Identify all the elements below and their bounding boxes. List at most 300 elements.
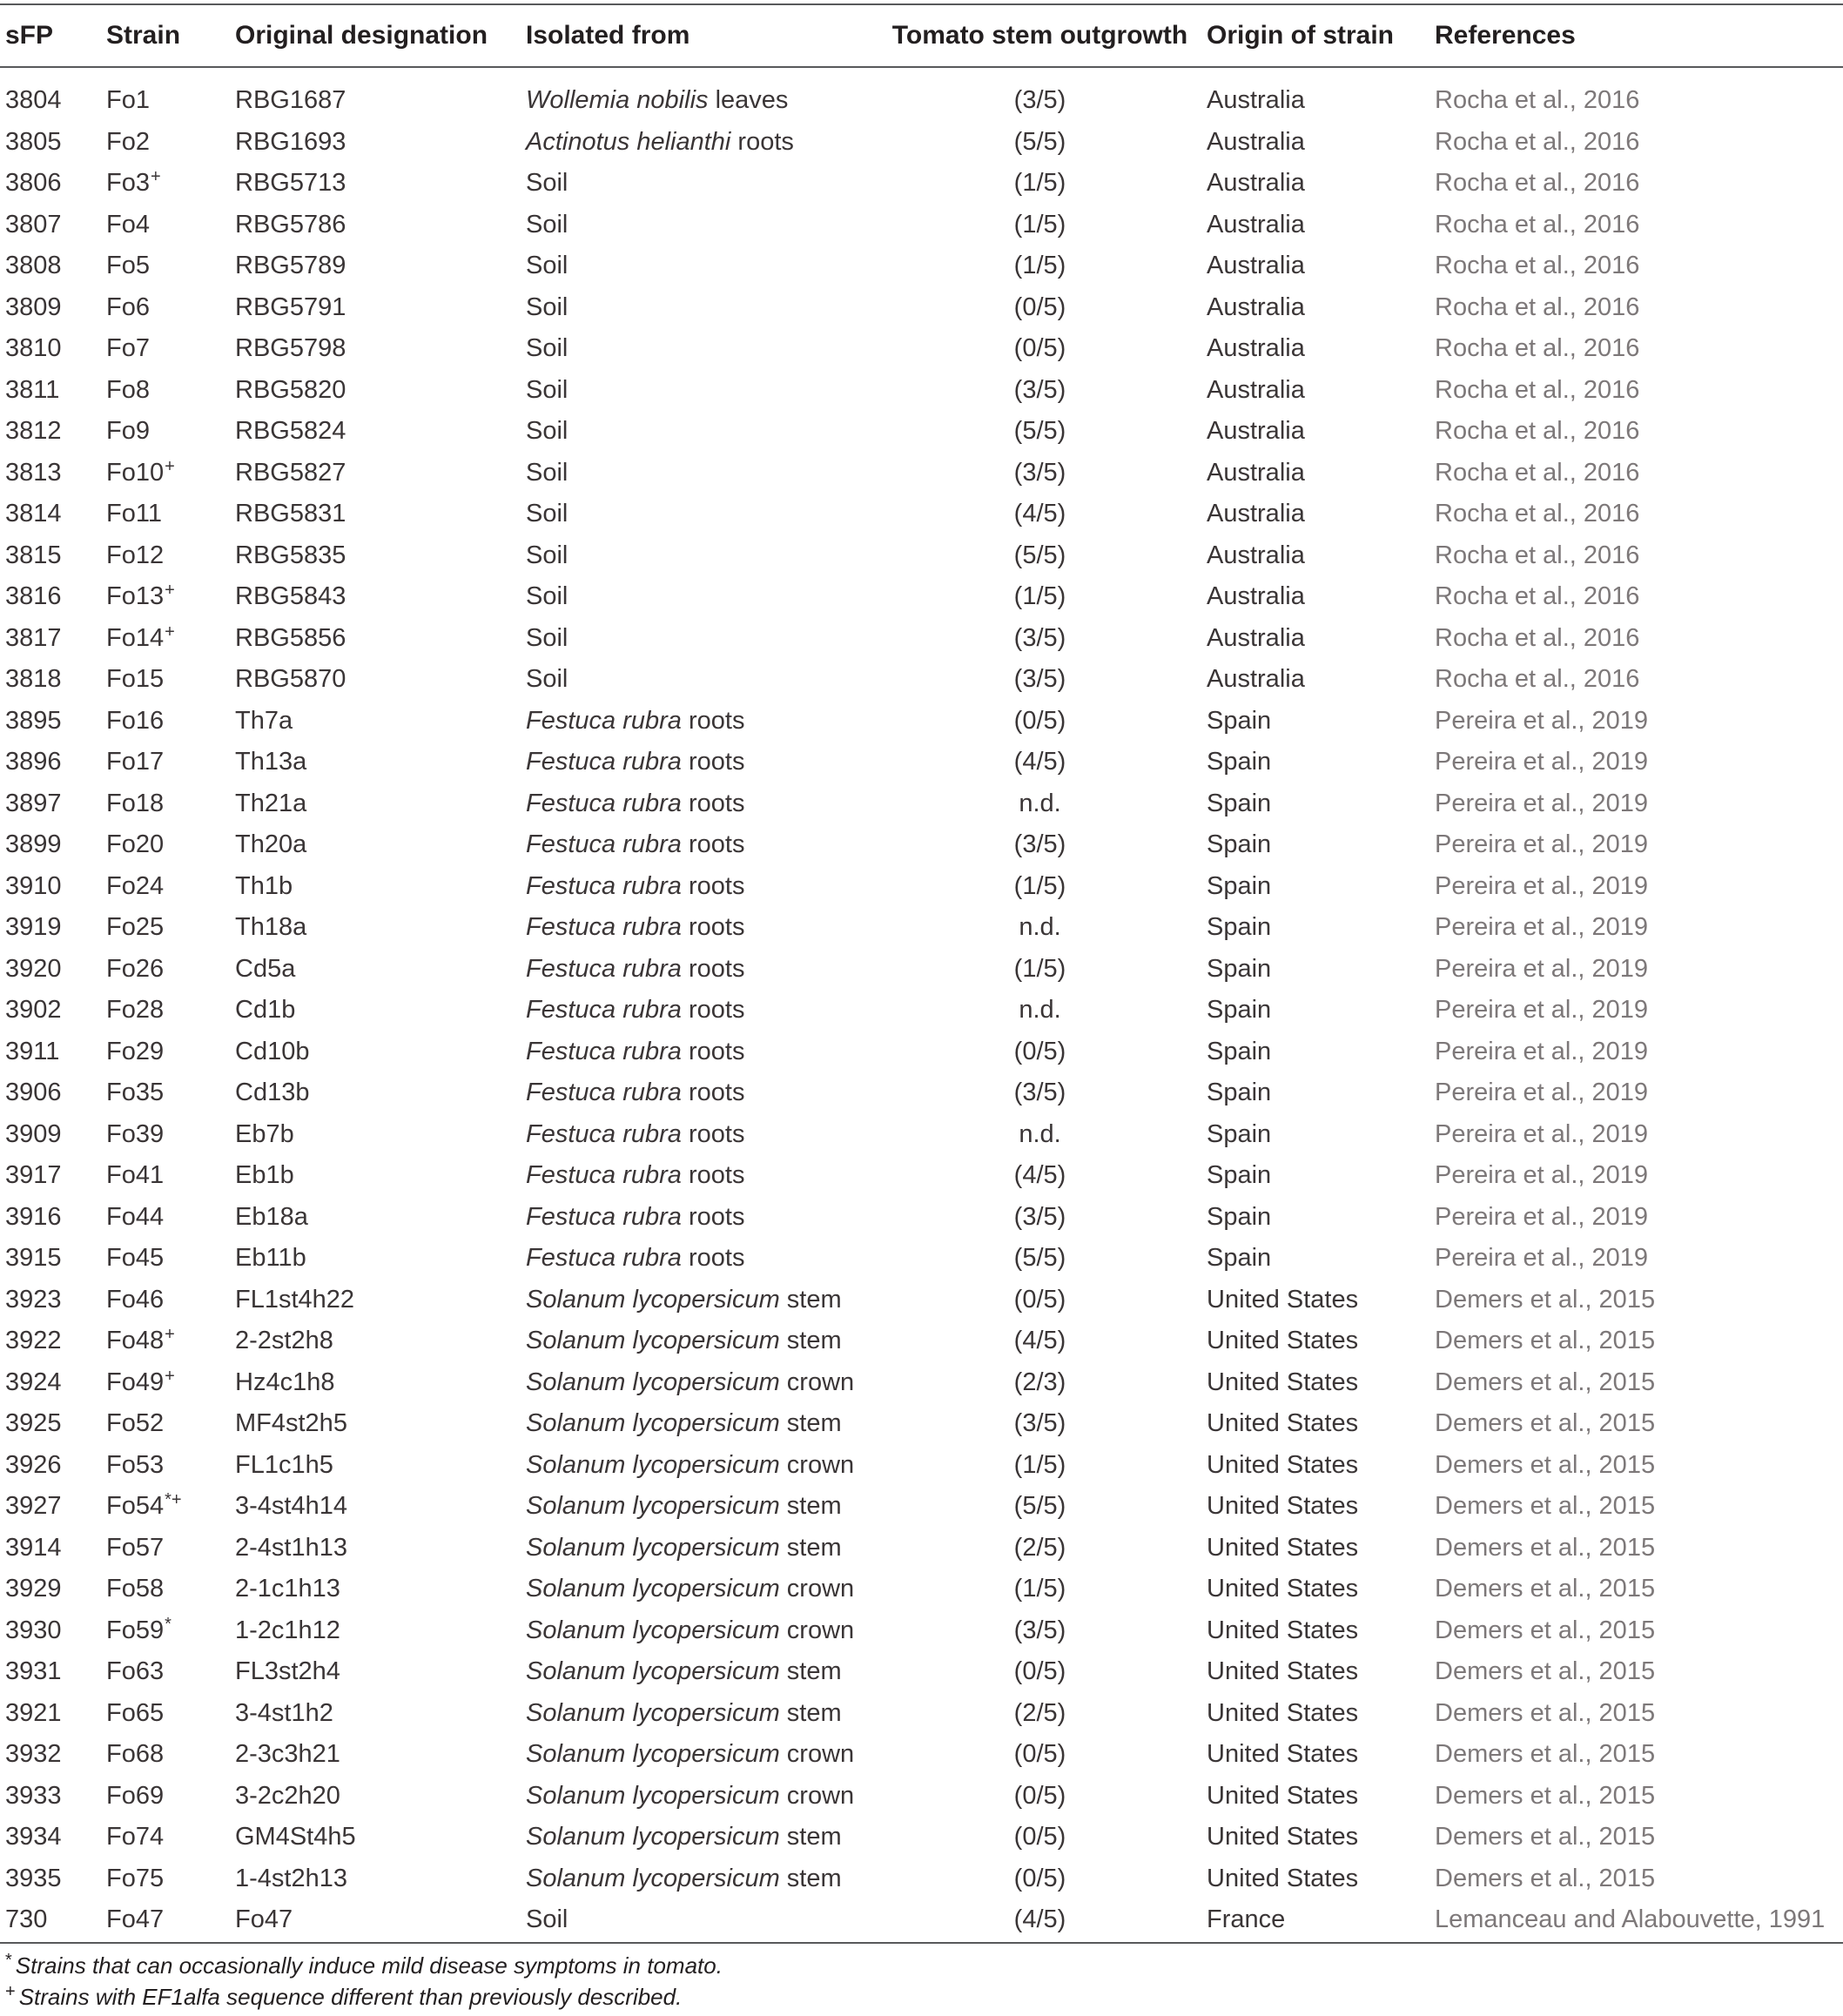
isolated-species: Solanum lycopersicum — [526, 1285, 780, 1314]
cell-reference: Demers et al., 2015 — [1435, 1409, 1656, 1438]
cell-origin-of-strain: United States — [1207, 1740, 1359, 1769]
cell-isolated-from — [526, 1280, 873, 1321]
cell-isolated-from — [526, 1072, 873, 1114]
strain-name: Fo65 — [106, 1698, 165, 1727]
cell-isolated-from — [526, 122, 873, 164]
cell-original-designation: Eb1b — [235, 1161, 294, 1190]
cell-origin-of-strain: Australia — [1207, 623, 1305, 652]
cell-original-designation: Cd5a — [235, 954, 296, 983]
cell-strain — [106, 370, 235, 412]
cell-isolated-from — [526, 453, 873, 494]
isolated-species: Solanum lycopersicum — [526, 1533, 780, 1562]
table-row — [0, 907, 1843, 949]
cell-reference: Rocha et al., 2016 — [1435, 541, 1640, 569]
cell-reference: Demers et al., 2015 — [1435, 1533, 1656, 1562]
cell-tomato-stem-outgrowth: n.d. — [1019, 1119, 1061, 1148]
cell-isolated-from — [526, 701, 873, 743]
table-row — [0, 1776, 1843, 1818]
isolated-part: Soil — [526, 665, 568, 694]
cell-strain — [106, 411, 235, 453]
cell-isolated-from — [526, 411, 873, 453]
table-row — [0, 1155, 1843, 1197]
cell-origin-of-strain: Spain — [1207, 913, 1272, 942]
cell-isolated-from — [526, 1651, 873, 1693]
cell-isolated-from — [526, 287, 873, 329]
strain-name: Fo41 — [106, 1161, 165, 1190]
cell-tomato-stem-outgrowth: (1/5) — [1013, 1575, 1066, 1603]
cell-sfp: 3812 — [5, 417, 62, 446]
table-bottom-rule — [0, 1942, 1843, 1944]
cell-strain — [106, 1486, 235, 1528]
cell-isolated-from — [526, 1445, 873, 1487]
isolated-part: roots — [681, 1037, 745, 1065]
cell-origin-of-strain: United States — [1207, 1823, 1359, 1851]
cell-strain — [106, 494, 235, 535]
table-row — [0, 866, 1843, 908]
strain-footnote-mark: + — [150, 167, 161, 187]
isolated-species: Festuca rubra — [526, 954, 682, 983]
cell-sfp: 3805 — [5, 127, 62, 156]
strain-name: Fo26 — [106, 954, 165, 983]
isolated-part: roots — [681, 1244, 745, 1273]
cell-tomato-stem-outgrowth: (4/5) — [1013, 1327, 1066, 1355]
cell-sfp: 3927 — [5, 1492, 62, 1521]
cell-original-designation: RBG1687 — [235, 86, 346, 115]
cell-origin-of-strain: United States — [1207, 1781, 1359, 1810]
cell-isolated-from — [526, 618, 873, 660]
cell-strain — [106, 1899, 235, 1941]
strain-name: Fo54 — [106, 1492, 165, 1521]
cell-strain — [106, 1610, 235, 1652]
cell-strain — [106, 1569, 235, 1610]
cell-original-designation: RBG5798 — [235, 334, 346, 363]
cell-strain — [106, 1445, 235, 1487]
cell-original-designation: RBG5827 — [235, 458, 346, 487]
cell-original-designation: Th1b — [235, 871, 293, 900]
cell-strain — [106, 1032, 235, 1073]
cell-isolated-from — [526, 1197, 873, 1239]
table-row — [0, 824, 1843, 866]
cell-reference: Rocha et al., 2016 — [1435, 500, 1640, 528]
cell-tomato-stem-outgrowth: (0/5) — [1013, 334, 1066, 363]
strain-name: Fo10 — [106, 458, 165, 487]
cell-tomato-stem-outgrowth: (0/5) — [1013, 1657, 1066, 1686]
strain-name: Fo52 — [106, 1409, 165, 1438]
cell-original-designation: 1-2c1h12 — [235, 1616, 340, 1644]
cell-sfp: 3817 — [5, 623, 62, 652]
cell-origin-of-strain: United States — [1207, 1616, 1359, 1644]
cell-sfp: 3929 — [5, 1575, 62, 1603]
cell-original-designation: RBG5820 — [235, 375, 346, 404]
cell-isolated-from — [526, 659, 873, 701]
cell-sfp: 3914 — [5, 1533, 62, 1562]
cell-tomato-stem-outgrowth: (0/5) — [1013, 1740, 1066, 1769]
isolated-species: Solanum lycopersicum — [526, 1492, 780, 1521]
cell-strain — [106, 701, 235, 743]
cell-origin-of-strain: Spain — [1207, 1037, 1272, 1065]
cell-strain — [106, 618, 235, 660]
isolated-species: Solanum lycopersicum — [526, 1409, 780, 1438]
strain-footnote-mark: *+ — [165, 1490, 182, 1510]
cell-original-designation: 2-2st2h8 — [235, 1327, 333, 1355]
cell-original-designation: Th20a — [235, 830, 307, 859]
cell-origin-of-strain: United States — [1207, 1285, 1359, 1314]
isolated-part: stem — [779, 1327, 842, 1355]
strain-name: Fo18 — [106, 789, 165, 817]
strain-name: Fo74 — [106, 1823, 165, 1851]
cell-tomato-stem-outgrowth: (1/5) — [1013, 954, 1066, 983]
cell-reference: Pereira et al., 2019 — [1435, 830, 1649, 859]
cell-reference: Demers et al., 2015 — [1435, 1368, 1656, 1396]
cell-original-designation: 2-1c1h13 — [235, 1575, 340, 1603]
cell-sfp: 3920 — [5, 954, 62, 983]
cell-origin-of-strain: United States — [1207, 1368, 1359, 1396]
cell-tomato-stem-outgrowth: (5/5) — [1013, 417, 1066, 446]
cell-strain — [106, 1320, 235, 1362]
table-row — [0, 1362, 1843, 1404]
isolated-part: Soil — [526, 169, 568, 198]
isolated-part: roots — [681, 954, 745, 983]
isolated-species: Solanum lycopersicum — [526, 1823, 780, 1851]
table-row — [0, 1899, 1843, 1941]
cell-sfp: 3815 — [5, 541, 62, 569]
cell-isolated-from — [526, 1693, 873, 1735]
cell-isolated-from — [526, 163, 873, 205]
cell-strain — [106, 1362, 235, 1404]
isolated-part: leaves — [708, 86, 789, 115]
isolated-part: crown — [779, 1740, 855, 1769]
cell-tomato-stem-outgrowth: n.d. — [1019, 789, 1061, 817]
cell-reference: Demers et al., 2015 — [1435, 1781, 1656, 1810]
cell-original-designation: RBG5824 — [235, 417, 346, 446]
cell-tomato-stem-outgrowth: (3/5) — [1013, 665, 1066, 694]
cell-sfp: 3919 — [5, 913, 62, 942]
footnote-mark: + — [5, 1982, 16, 2001]
cell-original-designation: Th7a — [235, 706, 293, 735]
cell-tomato-stem-outgrowth: (0/5) — [1013, 1285, 1066, 1314]
cell-sfp: 730 — [5, 1905, 48, 1934]
cell-tomato-stem-outgrowth: (3/5) — [1013, 458, 1066, 487]
cell-strain — [106, 990, 235, 1032]
cell-strain — [106, 659, 235, 701]
cell-reference: Rocha et al., 2016 — [1435, 252, 1640, 280]
cell-tomato-stem-outgrowth: (3/5) — [1013, 1616, 1066, 1644]
header-strain: Strain — [106, 21, 181, 50]
cell-sfp: 3897 — [5, 789, 62, 817]
cell-origin-of-strain: United States — [1207, 1698, 1359, 1727]
table-row — [0, 1320, 1843, 1362]
isolated-species: Solanum lycopersicum — [526, 1575, 780, 1603]
cell-original-designation: FL3st2h4 — [235, 1657, 340, 1686]
cell-origin-of-strain: Australia — [1207, 541, 1305, 569]
cell-isolated-from — [526, 576, 873, 618]
cell-strain — [106, 245, 235, 287]
cell-original-designation: Eb7b — [235, 1119, 294, 1148]
cell-sfp: 3916 — [5, 1202, 62, 1231]
cell-original-designation: Hz4c1h8 — [235, 1368, 335, 1396]
cell-original-designation: GM4St4h5 — [235, 1823, 356, 1851]
cell-isolated-from — [526, 1155, 873, 1197]
strain-name: Fo44 — [106, 1202, 165, 1231]
cell-isolated-from — [526, 494, 873, 535]
cell-tomato-stem-outgrowth: n.d. — [1019, 996, 1061, 1025]
cell-isolated-from — [526, 1114, 873, 1156]
cell-isolated-from — [526, 370, 873, 412]
cell-isolated-from — [526, 1610, 873, 1652]
cell-reference: Pereira et al., 2019 — [1435, 789, 1649, 817]
isolated-part: Soil — [526, 1905, 568, 1934]
cell-reference: Rocha et al., 2016 — [1435, 334, 1640, 363]
cell-reference: Demers et al., 2015 — [1435, 1657, 1656, 1686]
cell-tomato-stem-outgrowth: n.d. — [1019, 913, 1061, 942]
cell-original-designation: Cd13b — [235, 1079, 310, 1107]
strain-name: Fo45 — [106, 1244, 165, 1273]
cell-sfp: 3922 — [5, 1327, 62, 1355]
table-row — [0, 411, 1843, 453]
strain-name: Fo25 — [106, 913, 165, 942]
cell-tomato-stem-outgrowth: (1/5) — [1013, 169, 1066, 198]
cell-reference: Demers et al., 2015 — [1435, 1285, 1656, 1314]
strain-name: Fo14 — [106, 623, 165, 652]
cell-original-designation: Eb11b — [235, 1244, 306, 1273]
cell-tomato-stem-outgrowth: (3/5) — [1013, 1409, 1066, 1438]
cell-original-designation: Th18a — [235, 913, 307, 942]
isolated-part: Soil — [526, 334, 568, 363]
cell-isolated-from — [526, 1817, 873, 1858]
cell-tomato-stem-outgrowth: (5/5) — [1013, 541, 1066, 569]
cell-reference: Pereira et al., 2019 — [1435, 1119, 1649, 1148]
cell-sfp: 3932 — [5, 1740, 62, 1769]
cell-original-designation: RBG5835 — [235, 541, 346, 569]
cell-original-designation: RBG5856 — [235, 623, 346, 652]
isolated-species: Festuca rubra — [526, 789, 682, 817]
table-row — [0, 783, 1843, 825]
strain-name: Fo68 — [106, 1740, 165, 1769]
cell-sfp: 3923 — [5, 1285, 62, 1314]
cell-reference: Pereira et al., 2019 — [1435, 706, 1649, 735]
isolated-species: Festuca rubra — [526, 706, 682, 735]
cell-tomato-stem-outgrowth: (4/5) — [1013, 1905, 1066, 1934]
isolated-species: Festuca rubra — [526, 748, 682, 776]
table-row — [0, 1651, 1843, 1693]
cell-origin-of-strain: United States — [1207, 1409, 1359, 1438]
footnote-text: Strains with EF1alfa sequence different than previously described. — [18, 1984, 683, 2010]
strain-name: Fo5 — [106, 252, 150, 280]
cell-reference: Rocha et al., 2016 — [1435, 458, 1640, 487]
cell-sfp: 3807 — [5, 210, 62, 239]
cell-origin-of-strain: Spain — [1207, 1161, 1272, 1190]
cell-original-designation: RBG5791 — [235, 292, 346, 321]
cell-strain — [106, 866, 235, 908]
cell-original-designation: RBG5789 — [235, 252, 346, 280]
cell-reference: Demers et al., 2015 — [1435, 1823, 1656, 1851]
isolated-species: Solanum lycopersicum — [526, 1740, 780, 1769]
cell-isolated-from — [526, 535, 873, 577]
cell-sfp: 3934 — [5, 1823, 62, 1851]
strain-footnote-mark: * — [165, 1614, 172, 1634]
cell-isolated-from — [526, 1403, 873, 1445]
cell-origin-of-strain: Australia — [1207, 252, 1305, 280]
cell-isolated-from — [526, 1776, 873, 1818]
cell-strain — [106, 824, 235, 866]
cell-origin-of-strain: United States — [1207, 1450, 1359, 1479]
cell-original-designation: 2-3c3h21 — [235, 1740, 340, 1769]
table-row — [0, 949, 1843, 991]
cell-origin-of-strain: United States — [1207, 1575, 1359, 1603]
isolated-species: Solanum lycopersicum — [526, 1781, 780, 1810]
strain-name: Fo48 — [106, 1327, 165, 1355]
cell-tomato-stem-outgrowth: (1/5) — [1013, 210, 1066, 239]
cell-sfp: 3931 — [5, 1657, 62, 1686]
cell-origin-of-strain: Spain — [1207, 830, 1272, 859]
cell-reference: Pereira et al., 2019 — [1435, 871, 1649, 900]
strain-name: Fo49 — [106, 1368, 165, 1396]
strain-name: Fo69 — [106, 1781, 165, 1810]
isolated-part: crown — [779, 1368, 855, 1396]
header-sfp: sFP — [5, 21, 54, 50]
cell-tomato-stem-outgrowth: (4/5) — [1013, 1161, 1066, 1190]
cell-origin-of-strain: Australia — [1207, 500, 1305, 528]
cell-sfp: 3895 — [5, 706, 62, 735]
cell-original-designation: RBG5786 — [235, 210, 346, 239]
isolated-part: stem — [779, 1698, 842, 1727]
cell-reference: Rocha et al., 2016 — [1435, 665, 1640, 694]
cell-origin-of-strain: United States — [1207, 1533, 1359, 1562]
cell-sfp: 3906 — [5, 1079, 62, 1107]
cell-reference: Pereira et al., 2019 — [1435, 1244, 1649, 1273]
cell-isolated-from — [526, 907, 873, 949]
isolated-part: crown — [779, 1450, 855, 1479]
cell-reference: Lemanceau and Alabouvette, 1991 — [1435, 1905, 1826, 1934]
isolated-part: Soil — [526, 375, 568, 404]
cell-strain — [106, 742, 235, 783]
cell-isolated-from — [526, 866, 873, 908]
cell-origin-of-strain: Australia — [1207, 458, 1305, 487]
cell-tomato-stem-outgrowth: (3/5) — [1013, 86, 1066, 115]
cell-strain — [106, 163, 235, 205]
strain-name: Fo57 — [106, 1533, 165, 1562]
cell-strain — [106, 783, 235, 825]
header-isolated-from: Isolated from — [526, 21, 690, 50]
cell-tomato-stem-outgrowth: (2/3) — [1013, 1368, 1066, 1396]
table-row — [0, 328, 1843, 370]
cell-reference: Pereira et al., 2019 — [1435, 1037, 1649, 1065]
cell-origin-of-strain: Spain — [1207, 1202, 1272, 1231]
cell-strain — [106, 287, 235, 329]
isolated-part: Soil — [526, 210, 568, 239]
cell-reference: Pereira et al., 2019 — [1435, 913, 1649, 942]
table-row — [0, 1693, 1843, 1735]
cell-reference: Demers et al., 2015 — [1435, 1492, 1656, 1521]
cell-original-designation: Fo47 — [235, 1905, 293, 1934]
isolated-part: Soil — [526, 292, 568, 321]
cell-tomato-stem-outgrowth: (0/5) — [1013, 706, 1066, 735]
cell-isolated-from — [526, 1899, 873, 1941]
isolated-species: Solanum lycopersicum — [526, 1864, 780, 1892]
table-row — [0, 659, 1843, 701]
isolated-species: Solanum lycopersicum — [526, 1450, 780, 1479]
cell-isolated-from — [526, 1858, 873, 1900]
strain-name: Fo4 — [106, 210, 150, 239]
cell-strain — [106, 453, 235, 494]
cell-reference: Rocha et al., 2016 — [1435, 292, 1640, 321]
cell-tomato-stem-outgrowth: (4/5) — [1013, 500, 1066, 528]
strain-name: Fo3 — [106, 169, 150, 198]
cell-isolated-from — [526, 245, 873, 287]
cell-reference: Rocha et al., 2016 — [1435, 210, 1640, 239]
strain-name: Fo75 — [106, 1864, 165, 1892]
cell-isolated-from — [526, 1362, 873, 1404]
table-row — [0, 1569, 1843, 1610]
cell-tomato-stem-outgrowth: (1/5) — [1013, 582, 1066, 611]
cell-origin-of-strain: Spain — [1207, 996, 1272, 1025]
cell-original-designation: 1-4st2h13 — [235, 1864, 347, 1892]
cell-reference: Pereira et al., 2019 — [1435, 954, 1649, 983]
cell-origin-of-strain: France — [1207, 1905, 1286, 1934]
cell-origin-of-strain: Spain — [1207, 706, 1272, 735]
table-row — [0, 576, 1843, 618]
cell-strain — [106, 1072, 235, 1114]
table-row — [0, 1403, 1843, 1445]
isolated-part: roots — [681, 830, 745, 859]
table-row — [0, 618, 1843, 660]
cell-origin-of-strain: Australia — [1207, 169, 1305, 198]
isolated-part: roots — [681, 1079, 745, 1107]
cell-origin-of-strain: Australia — [1207, 582, 1305, 611]
strain-name: Fo47 — [106, 1905, 165, 1934]
cell-tomato-stem-outgrowth: (5/5) — [1013, 1244, 1066, 1273]
table-row — [0, 701, 1843, 743]
strain-name: Fo12 — [106, 541, 165, 569]
cell-sfp: 3899 — [5, 830, 62, 859]
cell-original-designation: RBG5870 — [235, 665, 346, 694]
header-origin-of-strain: Origin of strain — [1207, 21, 1395, 50]
cell-sfp: 3811 — [5, 375, 60, 404]
cell-isolated-from — [526, 1486, 873, 1528]
cell-origin-of-strain: Australia — [1207, 86, 1305, 115]
strain-name: Fo59 — [106, 1616, 165, 1644]
cell-sfp: 3917 — [5, 1161, 62, 1190]
cell-original-designation: RBG1693 — [235, 127, 346, 156]
cell-reference: Rocha et al., 2016 — [1435, 127, 1640, 156]
table-row — [0, 1486, 1843, 1528]
strain-name: Fo17 — [106, 748, 165, 776]
strain-name: Fo28 — [106, 996, 165, 1025]
cell-sfp: 3935 — [5, 1864, 62, 1892]
cell-sfp: 3806 — [5, 169, 62, 198]
isolated-part: Soil — [526, 582, 568, 611]
cell-origin-of-strain: Australia — [1207, 417, 1305, 446]
table-row — [0, 66, 1843, 122]
strain-name: Fo1 — [106, 86, 150, 115]
cell-reference: Rocha et al., 2016 — [1435, 623, 1640, 652]
table-row — [0, 1032, 1843, 1073]
cell-tomato-stem-outgrowth: (2/5) — [1013, 1698, 1066, 1727]
cell-origin-of-strain: Spain — [1207, 1079, 1272, 1107]
isolated-species: Solanum lycopersicum — [526, 1616, 780, 1644]
strain-footnote-mark: + — [165, 456, 175, 476]
cell-tomato-stem-outgrowth: (3/5) — [1013, 1202, 1066, 1231]
cell-strain — [106, 1238, 235, 1280]
strain-name: Fo58 — [106, 1575, 165, 1603]
isolated-species: Solanum lycopersicum — [526, 1368, 780, 1396]
isolated-species: Festuca rubra — [526, 1119, 682, 1148]
cell-original-designation: Th21a — [235, 789, 307, 817]
isolated-part: roots — [681, 789, 745, 817]
table-row — [0, 1114, 1843, 1156]
strain-name: Fo15 — [106, 665, 165, 694]
footnote-mark: * — [5, 1951, 12, 1970]
